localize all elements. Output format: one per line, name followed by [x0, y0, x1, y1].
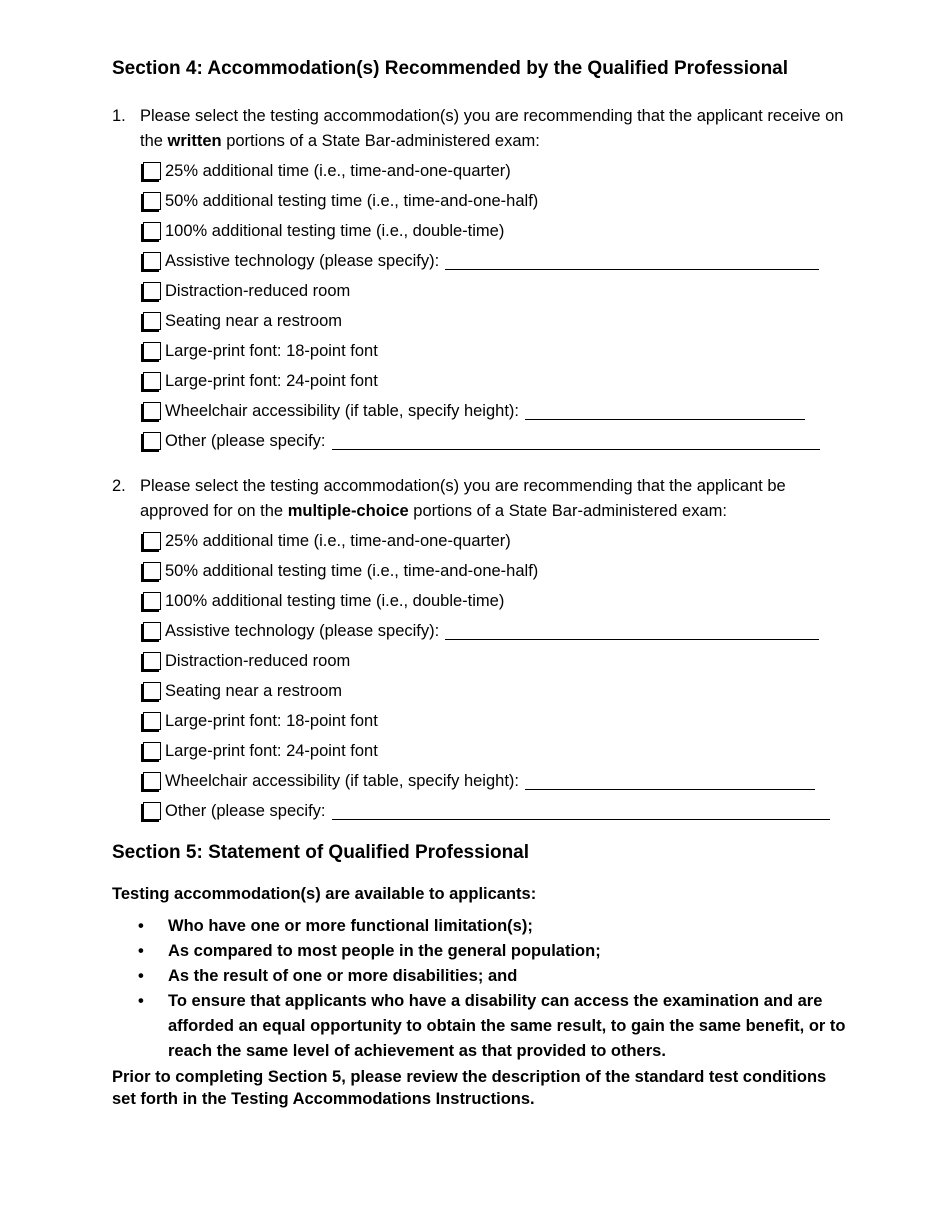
- checkbox[interactable]: [143, 682, 161, 700]
- q2-option-distraction-reduced[interactable]: Distraction-reduced room: [141, 646, 852, 676]
- q2-option-100-percent[interactable]: 100% additional testing time (i.e., double-time): [141, 586, 852, 616]
- checkbox[interactable]: [143, 402, 161, 420]
- q2-option-seating-restroom[interactable]: Seating near a restroom: [141, 676, 852, 706]
- checkbox[interactable]: [143, 772, 161, 790]
- q1-option-assistive-technology[interactable]: Assistive technology (please specify):: [141, 246, 852, 276]
- checkbox[interactable]: [143, 192, 161, 210]
- checkbox[interactable]: [143, 742, 161, 760]
- q2-option-50-percent[interactable]: 50% additional testing time (i.e., time-and-one-half): [141, 556, 852, 586]
- bullet-icon: •: [138, 942, 144, 960]
- section-5-title: Section 5: Statement of Qualified Professional: [112, 842, 530, 863]
- question-2-options: [141, 526, 852, 826]
- specify-blank[interactable]: [445, 623, 819, 640]
- question-1: [112, 104, 852, 154]
- checkbox[interactable]: [143, 162, 161, 180]
- q1-option-other[interactable]: Other (please specify:: [141, 426, 852, 456]
- list-item: • As the result of one or more disabilities; and: [112, 964, 852, 989]
- q2-option-large-print-18[interactable]: Large-print font: 18-point font: [141, 706, 852, 736]
- checkbox[interactable]: [143, 622, 161, 640]
- form-page: [112, 56, 852, 1110]
- q1-option-large-print-18[interactable]: Large-print font: 18-point font: [141, 336, 852, 366]
- checkbox[interactable]: [143, 652, 161, 670]
- q1-option-seating-restroom[interactable]: Seating near a restroom: [141, 306, 852, 336]
- question-number: 2.: [112, 477, 126, 495]
- q2-option-other[interactable]: Other (please specify:: [141, 796, 852, 826]
- q1-option-large-print-24[interactable]: Large-print font: 24-point font: [141, 366, 852, 396]
- question-2: [112, 474, 852, 524]
- checkbox[interactable]: [143, 532, 161, 550]
- question-text: Please select the testing accommodation(s) you are recommending that the applicant be approved for on the multiple-choice portions of a State Bar-administered exam:: [140, 477, 786, 520]
- specify-blank[interactable]: [332, 803, 830, 820]
- question-number: 1.: [112, 107, 126, 125]
- checkbox[interactable]: [143, 252, 161, 270]
- q2-option-assistive-technology[interactable]: Assistive technology (please specify):: [141, 616, 852, 646]
- checkbox[interactable]: [143, 342, 161, 360]
- checkbox[interactable]: [143, 432, 161, 450]
- q1-option-distraction-reduced[interactable]: Distraction-reduced room: [141, 276, 852, 306]
- q2-option-wheelchair[interactable]: Wheelchair accessibility (if table, specify height):: [141, 766, 852, 796]
- checkbox[interactable]: [143, 372, 161, 390]
- checkbox[interactable]: [143, 592, 161, 610]
- list-item: • Who have one or more functional limitation(s);: [112, 914, 852, 939]
- specify-blank[interactable]: [445, 253, 819, 270]
- checkbox[interactable]: [143, 802, 161, 820]
- checkbox[interactable]: [143, 312, 161, 330]
- checkbox[interactable]: [143, 562, 161, 580]
- list-item: • As compared to most people in the general population;: [112, 939, 852, 964]
- q2-option-large-print-24[interactable]: Large-print font: 24-point font: [141, 736, 852, 766]
- specify-blank[interactable]: [332, 433, 820, 450]
- list-item: • To ensure that applicants who have a disability can access the examination and are afforded an equal opportunity to obtain the same result, to gain the same benefit, or to reach the same level of achievement as that provided to others.: [112, 989, 852, 1064]
- section-5-closing: Prior to completing Section 5, please review the description of the standard test conditions set forth in the Testing Accommodations Instructions.: [112, 1068, 827, 1108]
- criteria-list: [112, 914, 852, 1064]
- section-5-lead: Testing accommodation(s) are available to applicants:: [112, 885, 537, 903]
- bullet-icon: •: [138, 992, 144, 1010]
- bullet-icon: •: [138, 967, 144, 985]
- question-1-options: [141, 156, 852, 456]
- q2-option-25-percent[interactable]: 25% additional time (i.e., time-and-one-quarter): [141, 526, 852, 556]
- bullet-icon: •: [138, 917, 144, 935]
- checkbox[interactable]: [143, 222, 161, 240]
- q1-option-wheelchair[interactable]: Wheelchair accessibility (if table, specify height):: [141, 396, 852, 426]
- section-4-title: Section 4: Accommodation(s) Recommended by the Qualified Professional: [112, 58, 789, 79]
- specify-blank[interactable]: [525, 403, 805, 420]
- checkbox[interactable]: [143, 712, 161, 730]
- checkbox[interactable]: [143, 282, 161, 300]
- question-text: Please select the testing accommodation(s) you are recommending that the applicant receive on the written portions of a State Bar-administered exam:: [140, 107, 844, 150]
- q1-option-50-percent[interactable]: 50% additional testing time (i.e., time-and-one-half): [141, 186, 852, 216]
- specify-blank[interactable]: [525, 773, 815, 790]
- q1-option-25-percent[interactable]: 25% additional time (i.e., time-and-one-quarter): [141, 156, 852, 186]
- q1-option-100-percent[interactable]: 100% additional testing time (i.e., double-time): [141, 216, 852, 246]
